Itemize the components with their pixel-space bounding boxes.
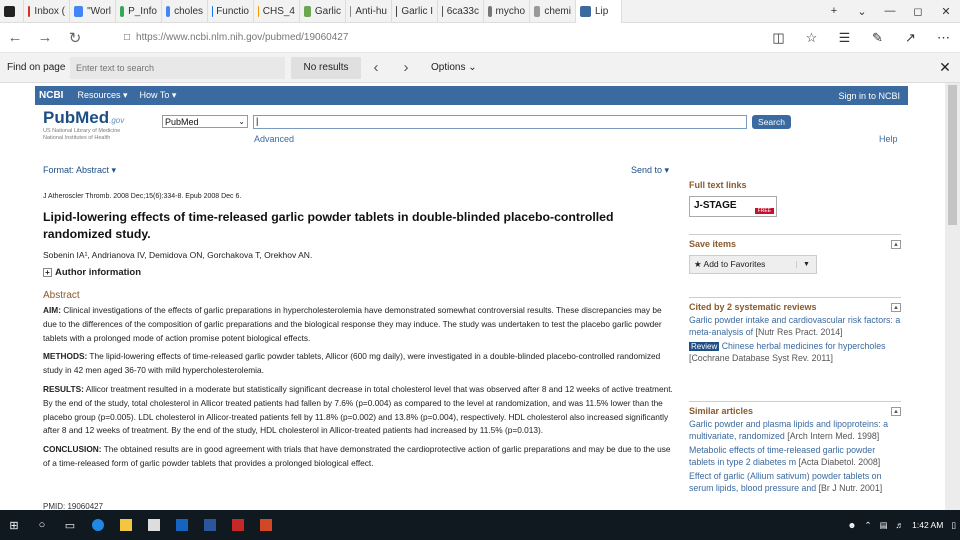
people-icon[interactable]: ☻ xyxy=(847,520,857,530)
nih-text: National Institutes of Health xyxy=(43,135,111,141)
tab-favicon-icon xyxy=(534,6,540,17)
tab-favicon-icon xyxy=(28,6,30,17)
add-favorites-button[interactable]: ★ Add to Favorites ▼ xyxy=(689,255,817,274)
back-icon[interactable]: ← xyxy=(7,29,23,46)
close-window-button[interactable]: ✕ xyxy=(941,5,951,18)
collapse-icon[interactable]: ▲ xyxy=(891,240,901,249)
browser-toolbar xyxy=(762,30,960,46)
nlm-text: US National Library of Medicine xyxy=(43,128,121,134)
tab-label: mycho xyxy=(495,5,525,17)
database-select[interactable]: PubMed ⌄ xyxy=(162,115,248,128)
tab-bar xyxy=(0,0,960,23)
new-tab-button[interactable]: + xyxy=(830,4,838,17)
maximize-button[interactable]: ◻ xyxy=(913,5,923,18)
full-text-section xyxy=(689,180,901,217)
browser-tab[interactable] xyxy=(300,0,346,23)
page-content xyxy=(0,83,945,510)
signin-link[interactable]: Sign in to NCBI xyxy=(838,90,900,101)
list-item[interactable]: Metabolic effects of time-released garlic powder tablets in type 2 diabetes m [Acta Diabetol. 2008] xyxy=(689,445,881,467)
minimize-button[interactable]: — xyxy=(884,4,896,17)
author-info-toggle[interactable]: + Author information xyxy=(43,267,141,278)
tab-favicon-icon xyxy=(166,6,170,17)
tab-label: "Worl xyxy=(87,5,111,17)
find-next-icon[interactable]: › xyxy=(403,59,409,76)
tab-label: Functio xyxy=(216,5,249,17)
tab-favicon-icon xyxy=(350,6,351,17)
browser-tab[interactable] xyxy=(392,0,438,23)
find-close-icon[interactable]: ✕ xyxy=(939,59,951,75)
cited-by-heading[interactable]: Cited by 2 systematic reviews ▲ xyxy=(689,297,901,312)
browser-tab[interactable] xyxy=(116,0,162,23)
mail-icon[interactable] xyxy=(168,510,196,540)
star-icon: ★ xyxy=(694,259,702,269)
list-item[interactable]: Review Chinese herbal medicines for hypercholes [Cochrane Database Syst Rev. 2011] xyxy=(689,341,886,363)
tab-label: Garlic I xyxy=(401,5,433,17)
chevron-down-icon: ⌄ xyxy=(238,117,245,126)
chevron-up-icon[interactable]: ⌃ xyxy=(864,519,872,530)
forward-icon[interactable]: → xyxy=(37,29,53,46)
task-view-icon[interactable]: ▭ xyxy=(64,519,76,532)
pmid: PMID: 19060427 xyxy=(43,502,104,510)
search-icon[interactable]: ○ xyxy=(38,519,46,531)
lock-icon: □ xyxy=(124,32,131,43)
tab-label: Garlic xyxy=(314,5,341,17)
chevron-down-icon[interactable]: ▼ xyxy=(796,261,816,268)
abstract-text: AIM: Clinical investigations of the effects of garlic preparations in hypercholesterolemia have demonstrated somewhat controversial results. These discrepancies may be due to the differences of the composition of garlic preparations and the biological response they may induce. The study was undertaken to test the placebo garlic powder tablets with a prolonged mode of action promise potent biological effects. METHODS: The lipid-lowering effects of time-released garlic powder tablets, Allicor (600 mg daily), were investigated in a double-blinded placebo-controlled randomized study in 42 men aged 36-70 with mild hypercholesterolemia. RESULTS: Allicor treatment resulted in a moderate but statistically significant decrease in total cholesterol level that was observed after 8 and 12 weeks of active treatment. By the end of the study, total cholesterol in Allicor treated patients had fallen by 7.6% (p=0.004) as compared to the level at randomization, and was 11.5% lower than the placebo group (p=0.005). LDL cholesterol in Allicor-treated patients fell by 11.8% (p=0.002) and 13.8% (p=0.004), respectively. HDL cholesterol also increased significantly after 8 and 12 weeks of treatment. By the end of the study, HDL cholesterol in Allicor-treated patients had increased by 11.5% (p=0.013). CONCLUSION: The obtained results are in good agreement with trials that have demonstrated the cardioprotective action of garlic preparations and may be due to the use of a time-released form of garlic powder tablets that provides a prolonged biological effect. xyxy=(43,305,673,468)
jstage-link[interactable]: J-STAGE FREE xyxy=(689,196,777,217)
more-icon[interactable]: ⋯ xyxy=(937,29,950,45)
browser-tab[interactable] xyxy=(484,0,530,23)
tab-favicon-icon xyxy=(74,6,83,17)
browser-tab[interactable] xyxy=(0,0,24,23)
browser-tab[interactable] xyxy=(576,0,622,23)
tab-label: 6ca33c xyxy=(446,5,479,17)
browser-tab[interactable] xyxy=(254,0,300,23)
howto-menu[interactable]: How To ▾ xyxy=(139,90,177,100)
media-icon[interactable] xyxy=(224,510,252,540)
article-title: Lipid-lowering effects of time-released garlic powder tablets in double-blinded placebo-controlled randomized study. xyxy=(43,210,614,241)
window-controls xyxy=(820,5,960,18)
hub-icon[interactable]: ☰ xyxy=(838,29,851,45)
tab-favicon-icon xyxy=(580,6,591,17)
collapse-icon[interactable]: ▲ xyxy=(891,407,901,416)
find-result: No results xyxy=(291,57,361,79)
tab-label: chemi xyxy=(544,5,571,17)
store-icon[interactable] xyxy=(140,510,168,540)
url-text: https://www.ncbi.nlm.nih.gov/pubmed/19060427 xyxy=(136,32,349,43)
list-item[interactable]: Garlic powder intake and cardiovascular risk factors: a meta-analysis of [Nutr Res Pract. 2014] xyxy=(689,315,901,337)
tab-label: CHS_4 xyxy=(262,5,295,17)
save-items-heading[interactable]: Save items ▲ xyxy=(689,234,901,249)
ncbi-logo[interactable]: NCBI xyxy=(39,90,64,101)
notifications-icon[interactable]: ▯ xyxy=(951,519,956,530)
reading-view-icon[interactable]: ◫ xyxy=(772,29,785,45)
network-icon[interactable]: ▤ xyxy=(879,519,888,530)
tab-favicon-icon xyxy=(4,6,15,17)
find-bar xyxy=(0,53,960,83)
find-options[interactable]: Options ⌄ xyxy=(431,62,477,73)
pubmed-logo[interactable]: PubMed.gov US National Library of Medicine National Institutes of Health xyxy=(43,108,125,141)
browser-tab[interactable] xyxy=(346,0,392,23)
ncbi-bar xyxy=(35,86,908,105)
tab-favicon-icon xyxy=(442,6,443,17)
address-bar-row xyxy=(0,23,960,53)
search-button[interactable]: Search xyxy=(752,115,791,129)
system-tray xyxy=(844,520,960,531)
volume-icon[interactable]: ♬ xyxy=(895,520,905,530)
full-text-heading: Full text links xyxy=(689,180,747,190)
tab-label: Anti-hu xyxy=(355,5,387,17)
file-explorer-icon[interactable] xyxy=(112,510,140,540)
page-scrollbar[interactable] xyxy=(945,83,960,510)
tab-label: Lip xyxy=(595,5,609,17)
citation: J Atheroscler Thromb. 2008 Dec;15(6):334-8. Epub 2008 Dec 6. xyxy=(43,193,242,200)
browser-tab[interactable] xyxy=(70,0,116,23)
list-item[interactable]: Garlic powder and plasma lipids and lipoproteins: a multivariate, randomized [Arch Intern Med. 1998] xyxy=(689,419,889,441)
tab-favicon-icon xyxy=(488,6,492,17)
format-menu[interactable]: Format: Abstract ▾ xyxy=(43,165,117,175)
cited-by-section xyxy=(689,297,901,364)
powerpoint-icon[interactable] xyxy=(252,510,280,540)
similar-articles-heading[interactable]: Similar articles ▲ xyxy=(689,401,901,416)
find-label: Find on page xyxy=(7,62,66,73)
browser-tab[interactable] xyxy=(530,0,576,23)
similar-articles-section xyxy=(689,401,901,494)
find-input[interactable] xyxy=(70,57,285,79)
tab-favicon-icon xyxy=(304,6,311,17)
advanced-link[interactable]: Advanced xyxy=(254,134,295,144)
word-icon[interactable] xyxy=(196,510,224,540)
browser-tab[interactable] xyxy=(162,0,208,23)
favorite-star-icon[interactable]: ☆ xyxy=(805,29,818,45)
browser-tab[interactable] xyxy=(24,0,70,23)
list-item[interactable]: Effect of garlic (Allium sativum) powder tablets on serum lipids, blood pressure and [Br J Nutr. 2001] xyxy=(689,471,883,493)
tab-favicon-icon xyxy=(258,6,259,17)
tab-label: P_Info xyxy=(128,5,157,17)
refresh-icon[interactable]: ↻ xyxy=(68,29,82,47)
tab-label: Inbox ( xyxy=(34,5,65,17)
taskbar xyxy=(0,510,960,540)
browser-tab[interactable] xyxy=(208,0,254,23)
tab-label: choles xyxy=(174,5,203,17)
share-icon[interactable]: ↗ xyxy=(905,29,916,45)
find-previous-icon[interactable]: ‹ xyxy=(373,59,379,76)
tab-favicon-icon xyxy=(396,6,397,17)
clock[interactable]: 1:42 AM xyxy=(912,520,944,530)
start-button[interactable]: ⊞ xyxy=(9,519,19,532)
url-field[interactable] xyxy=(120,27,755,49)
edge-icon[interactable] xyxy=(84,510,112,540)
tab-list-button[interactable]: ⌄ xyxy=(857,5,867,18)
scrollbar-thumb[interactable] xyxy=(948,85,957,225)
collapse-icon[interactable]: ▲ xyxy=(891,303,901,312)
expand-icon: + xyxy=(43,268,52,277)
resources-menu[interactable]: Resources ▾ xyxy=(77,90,128,100)
browser-tab[interactable] xyxy=(438,0,484,23)
help-link[interactable]: Help xyxy=(879,134,898,144)
authors[interactable]: Sobenin IA¹, Andrianova IV, Demidova ON, Gorchakova T, Orekhov AN. xyxy=(43,250,313,260)
web-note-icon[interactable]: ✎ xyxy=(872,29,883,45)
sendto-menu[interactable]: Send to ▾ xyxy=(631,165,670,175)
abstract-heading: Abstract xyxy=(43,290,80,301)
search-input[interactable]: | xyxy=(253,115,747,129)
tab-favicon-icon xyxy=(120,6,124,17)
save-items-section xyxy=(689,234,901,274)
review-badge: Review xyxy=(691,342,718,351)
